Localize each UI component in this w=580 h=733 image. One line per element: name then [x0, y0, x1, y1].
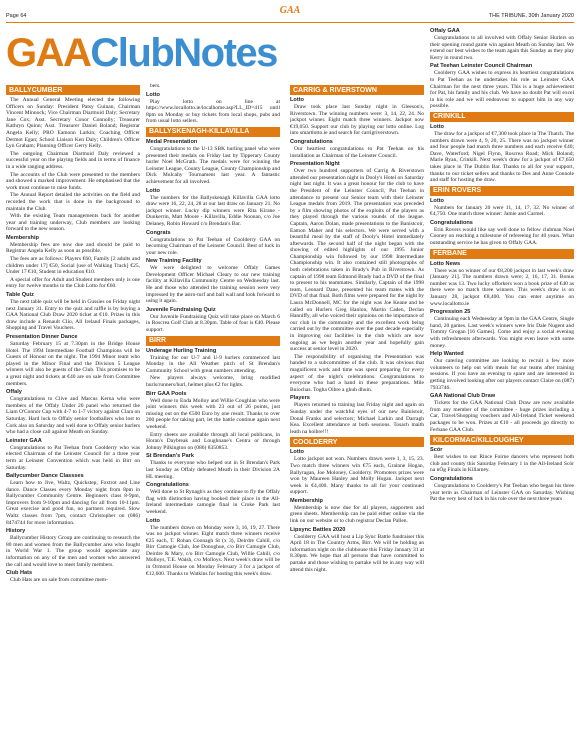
article-subheading: Offaly GAA — [430, 28, 460, 34]
article-paragraph: With the existing Team managements back for another year and training underway, Club members are looking forward to the new season. — [6, 213, 140, 233]
column-3 — [290, 83, 424, 731]
masthead-clubnotes: ClubNotes — [90, 31, 277, 75]
article-subheading: Underage Hurling Training — [146, 347, 217, 354]
article-subheading: Players — [290, 395, 310, 402]
page-number: Page 64 — [6, 13, 27, 19]
article-paragraph: Ballycumber History Group are continuing to research the 80 men and women from the Ballycumber area who fought in World War 1. The group would appreciate any information on any of the men and women who answered the call and would love to meet family members. — [6, 535, 140, 568]
article-paragraph: Continuing each Wednesday at 9pm in the GAA Centre, Single hand, 20 games. Last week's winners were Iris Dale Nugent and Tommy Grogan [16 Games]. Come and enjoy a social evening with refreshments afterwards. You might even leave with some money. — [430, 316, 574, 349]
article-paragraph: Thanks to everyone who helped out in St Brendan's Park last Sunday as Offaly defeated Meath in their Division 2A HL meeting. — [146, 460, 280, 480]
section-label: GAA — [279, 5, 301, 16]
article-subheading: Congratulations — [146, 482, 189, 489]
article-paragraph: Congratulations to Clive and Marcus Kerna who were members of the Offaly Under 20 panel who returned the Liam O'Connor Cup with 4-7 to 1-7 victory against Clara on Saturday. Hard luck to Offaly senior footballers who lost to Cork also on Saturday and well done to Offaly senior hurlers who had a close call against Meath on Sunday. — [6, 396, 140, 436]
article-subheading: St Brendan's Park — [146, 453, 194, 460]
article-paragraph: Learn how to Jive, Waltz, Quickstep, Foxtrot and Line dance. Dance Classes every Monday night from 8pm in Ballycumber Community Centre. Beginners class 8-9pm, Improvers from 9-10pm and dancing for all from 10-11pm. Great exercise and good fun, no partners required. Slow Waltz classes from 7pm, contact Christopher on (086) 8474744 for more information. — [6, 480, 140, 526]
issue-date: THE TRIBUNE, 30th January 2020 — [488, 13, 574, 19]
article-paragraph: There was no winner of our €8,200 jackpot in last week's draw [January 21]. The numbers drawn were; 2, 16, 17, 31. Bonus number was 13. Two lucky offorkers won a book prize of €40 as there were no match three winners. This week's draw is on January 28, jackpot €8,400. You can enter anytime on www.locallotto.ie — [430, 267, 574, 307]
club-heading: FERBANE — [430, 249, 574, 259]
article-paragraph: Over two hundred supporters of Carrig & Riverstown attended our presentation night in Dooly's Hotel on Saturday night last night. It was a great honour for the club to have the President of the Leinster Council, Pat Teehan in attendance to present our Senior team with their Leinster League medals from 2019. The presentation was preceded by a film showing photos of the exploits of the players as they played through the various rounds of the league. Captain, Aaron Dolan, made presentations to the Banistcoir, Eamon Maher and his selectors. We were served with a beautiful meal by the staff of Dooly's Hotel immediately afterwards. The second half of the night began with the showing of edited highlights of our 1995 Junior Championship win followed by our 1998 Intermediate Championship win. It also contained still photographs of both celebrations taken in Brady's Pub in Riverstown. As captain of 1998 team Edmond Brady had a DVD of the final to present to his teammates. Similarly, Captain of the 1998 team, Leonard Dane, presented his team mates with the DVD of that final. Both films were prepared for the night by Laura McDonnell, MC for the night was Joe Keane and he called on Hurlers Greg Hanlon, Martin Caden, Declan Hanniffy, all who voiced their opinions on the importance of our club in the community and the excellent work being carried out by the committee over the past decade especially in improving our facilities in the club which are now ongoing as we begin another year and hopefully gain success at senior level in 2020. — [290, 168, 424, 353]
article-paragraph: Congratulations to Pat Teehan from Coolderry who was elected Chairman of the Leinster Council for a three year term at Leinster Convention which was held in Birr on Saturday. — [6, 444, 140, 471]
masthead — [6, 26, 277, 82]
article-subheading: Congratulations — [430, 475, 473, 482]
article-paragraph: Best wishes to our Rince Foirne dancers who represent both club and county this Saturday February 1 in the All-Ireland Scór na nÓg Finals in Killarney. — [430, 454, 574, 474]
club-heading: BIRR — [146, 336, 280, 346]
article-subheading: Lotto — [290, 97, 304, 103]
article-subheading: Table Quiz — [6, 292, 34, 299]
article-paragraph: Congratulations to Coolderry's Pat Teehan who began his three year term as Chairman of Leinster GAA on Saturday. Wishing Pat the very best of luck in his role over the next three years — [430, 482, 574, 503]
article-paragraph: Numbers for January 20 were 11, 14, 17, 32. No winner of €4,750. One match three winner: Jamie and Carmel. — [430, 204, 574, 218]
article-subheading: Birr GAA Pools — [146, 390, 187, 397]
article-subheading: Lipsync Battles 2020 — [290, 526, 346, 533]
club-heading: BALLYCUMBER — [6, 85, 140, 95]
article-paragraph: The fees are as follows: Players €60, Family [2 adults and children under 17] €50, Social [use of Walking Track] €25, Under 17 €10, Student in education €10. — [6, 256, 140, 276]
club-heading: BALLYSKENAGH-KILLAVILLA — [146, 127, 280, 137]
article-paragraph: We were delighted to welcome Offaly Games Development Officer Michael Cleary to our new training facility at Killavilla Community Centre on Wednesday last. He and those who attended the training session were very impressed by the astro-turf and ball wall and look forward to using it again. — [146, 265, 280, 305]
article-subheading: Pat Teehan Leinster Council Chairman — [430, 63, 533, 70]
article-subheading: Lotto — [146, 187, 160, 194]
article-paragraph: The outgoing Chairman Diarmuid Daly reviewed a successful year on the playing fields and in terms of finance in a wide ranging address. — [6, 150, 140, 170]
article-paragraph: New players always welcome, bring modified hurls/runners/hurl, helmet plus €2 for lights. — [146, 375, 280, 388]
column-4 — [430, 26, 574, 731]
club-heading: COOLDERRY — [290, 437, 424, 447]
article-paragraph: The Annual Report detailed the activities on the field and recorded the work that is done in the background to maintain the Club. — [6, 192, 140, 212]
article-paragraph: Saturday February 15 at 7.30pm in the Bridge House Hotel. The 1994 Intermediate Football Champions will be Guests of Honour on the night. The 1994 Minor team who played in the Minor Final and the Division 5 League winners will also be guests of the Club. This promises to be a great night and tickets at €40 are on sale from Committee members. — [6, 341, 140, 387]
article-subheading: Progression 25 — [430, 309, 471, 316]
article-subheading: Presentation Night — [290, 161, 340, 168]
article-paragraph: Membership fees are now due and should be paid to Registrar Angela Kelly as soon as possible. — [6, 241, 140, 255]
article-subheading: Congratulations — [430, 219, 473, 226]
article-subheading: Presentation Dinner Dance — [6, 334, 78, 340]
article-paragraph: The numbers for the Ballyskenagh Killavilla GAA lotto draw were 16, 22, 24, 28 at our last draw on January 21. No jackpot winner. Lucky dip winners were Rita Kirane - Dunkerrin, Matt Moore - Killavilla, Eddie Noonan, c/o Joe Delaney, Robin Howard c/o Brendan's Bar. — [146, 194, 280, 227]
masthead-gaa: GAA — [6, 31, 91, 75]
article-subheading: Help Wanted — [430, 351, 464, 358]
article-paragraph: Congratulations to Pat Teehan of Coolderry GAA on becoming Chairman of the Leinster Council. Best of luck in your new role. — [146, 236, 280, 256]
article-paragraph: Well done to St Rynagh's as they continue to fly the Offaly flag with distinction having booked their place in the All-Ireland intermediate camogie final in Croke Park last weekend. — [146, 489, 280, 515]
article-subheading: New Training Facility — [146, 258, 202, 265]
article-paragraph: Players returned to training last Friday night and again on Sunday under the watchful eyes of our new Bainistoir, Donal Franks and selectors; Michael Larkin and Darragh Kea. Excellent attendance at both sessions. Tosach maith leath na hoibre!!! — [290, 402, 424, 435]
article-paragraph: Coolderry GAA wishes to express its heartiest congratulations to Pat Teehan as he undertakes his role as Leinster GAA Chairman for the next three years. This is a huge achievement for Pat, his family and his club. We have no doubt Pat will excel in his role and we will endeavour to support him in any way possible. — [430, 70, 574, 110]
article-subheading: Lotto — [146, 517, 160, 524]
article-paragraph: The numbers drawn on Monday were 3, 16, 19, 27. There was no jackpot winner. Eight match three winners receive €25 each, T. Rohan Coonagh St (x 3), Deirdre Cahill, c/o Birr Camogie Club, Joe Donoghue, c/o Birr Camogie Club, Deirdre & Mary, c/o Birr Camogie Club, Willie Cahill, c/o Molloys, T.E. Walsh, c/o Molloys. Next week's draw will be in Ormond House on Monday February 3 for a jackpot of €12,600. Thanks to Watkins for hosting this week's draw. — [146, 524, 280, 577]
article-subheading: Juvenile Fundraising Quiz — [146, 306, 216, 313]
article-paragraph: Draw took place last Sunday night in Gleeson's, Riverstown. The winning numbers were: 3, 14, 22, 24. No jackpot winner. Eight match three winners. Jackpot now €19,050. Support our club by playing our lotto online. Log into smartlotto.ie and search for carrigriverstown. — [290, 104, 424, 137]
article-paragraph: Membership is now due for all players, supporters and green sheets. Membership can be paid either online via the link on our website or to club registrar Declan Pallen. — [290, 504, 424, 525]
article-paragraph: The Annual General Meeting elected the following Officers on Sunday: President Patsy Guinan, Chairman Vincent Minnock; Vice Chairman Diarmuid Daly; Secretary Jane Cox; Asst. Secretary Conor Connolly; Treasurer Kathryn Quinn; Asst. Treasurer Daniel Boland; Registrar Angela Kelly; PRO Eamonn Larkin; Coaching Officer Dermot Egan; School Liaison Ken Daly; Children's Officer Lyn Graham; Planning Officer Gerry Kelly. — [6, 97, 140, 150]
article-paragraph: Well done to Enda Molloy and Willie Coughlan who were joint winners this week with 23 out of 26 points, just missing out on the €500 Euro by one result. Thanks to over 200 people for taking part, let the battle continue again next weekend. — [146, 397, 280, 430]
article-paragraph: Entry sheets are available through all local publicans, in Horan's Daybreak and Loughnane's Centra or through Johnny Pilkington on (086) 8350853. — [146, 431, 280, 451]
page-header — [6, 5, 574, 27]
article-paragraph: The accounts of the Club were presented to the members and showed a marked improvement. He emphasised that the work must continue to raise funds. — [6, 171, 140, 191]
article-paragraph: Erin Rovers would like say well done to fellow clubman Noel Cooney on reaching a milestone of refereeing for 40 years. What outstanding service he has given to Offaly GAA. — [430, 226, 574, 247]
article-paragraph: The next table quiz will be held in Gussies on Friday night next January 31. Entry to the quiz and raffle is by buying a GAA National Club Draw 2020 ticket at €10. Prizes in this draw include a Renault Clio, All Ireland Finals packages, Shopping and Travel Vouchers. — [6, 299, 140, 332]
article-paragraph: The responsibility of organising the Presentation was handed to a subcommittee of the club. It was obvious that magnificent work and time was spent preparing for every aspect of the night's celebrations. Congratulations to everyone who had a hand in these preparations. Mile Buiochas. Togha Oibre a ghuh dhuin. — [290, 353, 424, 393]
article-subheading: Lotto — [430, 197, 444, 204]
article-subheading: History — [6, 528, 26, 535]
article-subheading: Membership — [6, 234, 39, 241]
article-paragraph: Our Juvenile Fundraising Quiz will take place on March 6 in Roscrea Golf Club at 8.30pm. Table of four is €40. Please support. — [146, 313, 280, 334]
article-subheading: Lotto — [290, 449, 304, 456]
article-subheading: Club Hats — [6, 570, 33, 577]
article-subheading: Scór — [430, 447, 443, 454]
article-paragraph: Congratulations to all involved with Offaly Senior Hurlers on their opening round game win against Meath on Sunday last. We extend our best wishes to the team again this Sunday as they play Kerry in round two. — [430, 35, 574, 61]
club-heading: CARRIG & RIVERSTOWN — [290, 85, 424, 95]
article-paragraph: Club Hats are on sale from committee mem- — [10, 577, 108, 584]
article-subheading: Ballycumber Dance Classses — [6, 473, 84, 480]
article-subheading: Lotto — [430, 123, 444, 130]
column-2 — [146, 83, 280, 731]
article-paragraph: bers. — [150, 83, 161, 89]
article-paragraph: Tickets for the GAA National Club Draw are now available from any member of the committee - huge prizes including a Car, Travel/Shopping vouchers and All-Ireland Ticket weekend packages to be won. Prizes at €10 - all proceeds go directly to Ferbane GAA Club. — [430, 400, 574, 433]
header-rule — [6, 22, 574, 23]
article-subheading: Offaly — [6, 389, 22, 396]
article-subheading: Lotto — [146, 91, 160, 98]
article-paragraph: Play lotto on line at https://www.locallotto.ie/localhome.asp?LL_ID=415 until 8pm on Monday or buy tickets from local shops, pubs and from usual lotto sellers. — [146, 98, 280, 125]
article-paragraph: The draw for a jackpot of €7,300 took place in The Thatch. The numbers drawn were 4, 9, 20, 25. There was no jackpot winner and four people had match three numbers and each receive €40; Dave, Waterford; Nigel Flynn, Roscrea Road; Mick Boland; Marie Ryan, Crinkill. Next week's draw for a jackpot of €7,650 takes place in The Dublin Bar. Thanks to all for your support, thanks to our ticket sellers and thanks to Des and Anne Connole and staff for hosting the draw. — [430, 130, 574, 184]
article-subheading: Medal Presentation — [146, 138, 198, 145]
article-subheading: Lotto News — [430, 260, 461, 267]
club-heading: CRINKILL — [430, 112, 574, 122]
article-paragraph: Our catering committee are looking to recruit a few more volunteers to help out with meals for our teams after training sessions. If you have an evening to spare and are interested in getting involved looking after our players contact Claire on (087) 7933746. — [430, 358, 574, 391]
article-paragraph: Our heartiest congratulations to Pat Teehan on his installation as Chairman of the Leinster Council. — [290, 145, 424, 159]
article-subheading: Membership — [290, 497, 323, 504]
article-subheading: Leinster GAA — [6, 437, 42, 444]
article-subheading: Congrats — [146, 229, 171, 236]
column-1 — [6, 83, 140, 731]
article-paragraph: A special offer for Adult and Student members only is one entry for twelve months to the Club Lotto for €60. — [6, 276, 140, 290]
club-heading: ERIN ROVERS — [430, 186, 574, 196]
article-paragraph: Training for our U-7 and U-9 hurlers commenced last Monday in the All Weather pitch of St Brendan's Community School with great numbers attending. — [146, 354, 280, 374]
article-paragraph: Coolderry GAA will host a Lip Sync Battle fundraiser this April 18 in The Country Arms, Birr. We will be holding an information night on the clubhouse this Friday January 31 at 8.30pm. We hope that all persons that have committed to partake and those wishing to partake will be in any way will attend this night. — [290, 533, 424, 573]
article-paragraph: Lotto jackpot not won. Numbers drawn were 1, 3, 15, 23. Two match three winners win €75 each, Grainne Hogan, Ballyragan, Joe Moloney, Coolderry. Promoters prizes were won by Maureen Hanley and Molly Hogan. Jackpot next week is €4,400. Many thanks to all for your continued support. — [290, 456, 424, 496]
article-subheading: Congratulations — [290, 138, 333, 145]
club-heading: KILCORMAC/KILLOUGHEY — [430, 435, 574, 445]
article-subheading: GAA National Club Draw — [430, 393, 496, 400]
article-paragraph: Congratulations to the U-13 SBK hurling panel who were presented their medals on Friday last by Tipperary County hurler Noel McGrath. The medals were for winning the Leinster League, County League, County Championship and Dick Mulcahy Tournament last year. A fantastic achievement for all involved. — [146, 145, 280, 185]
